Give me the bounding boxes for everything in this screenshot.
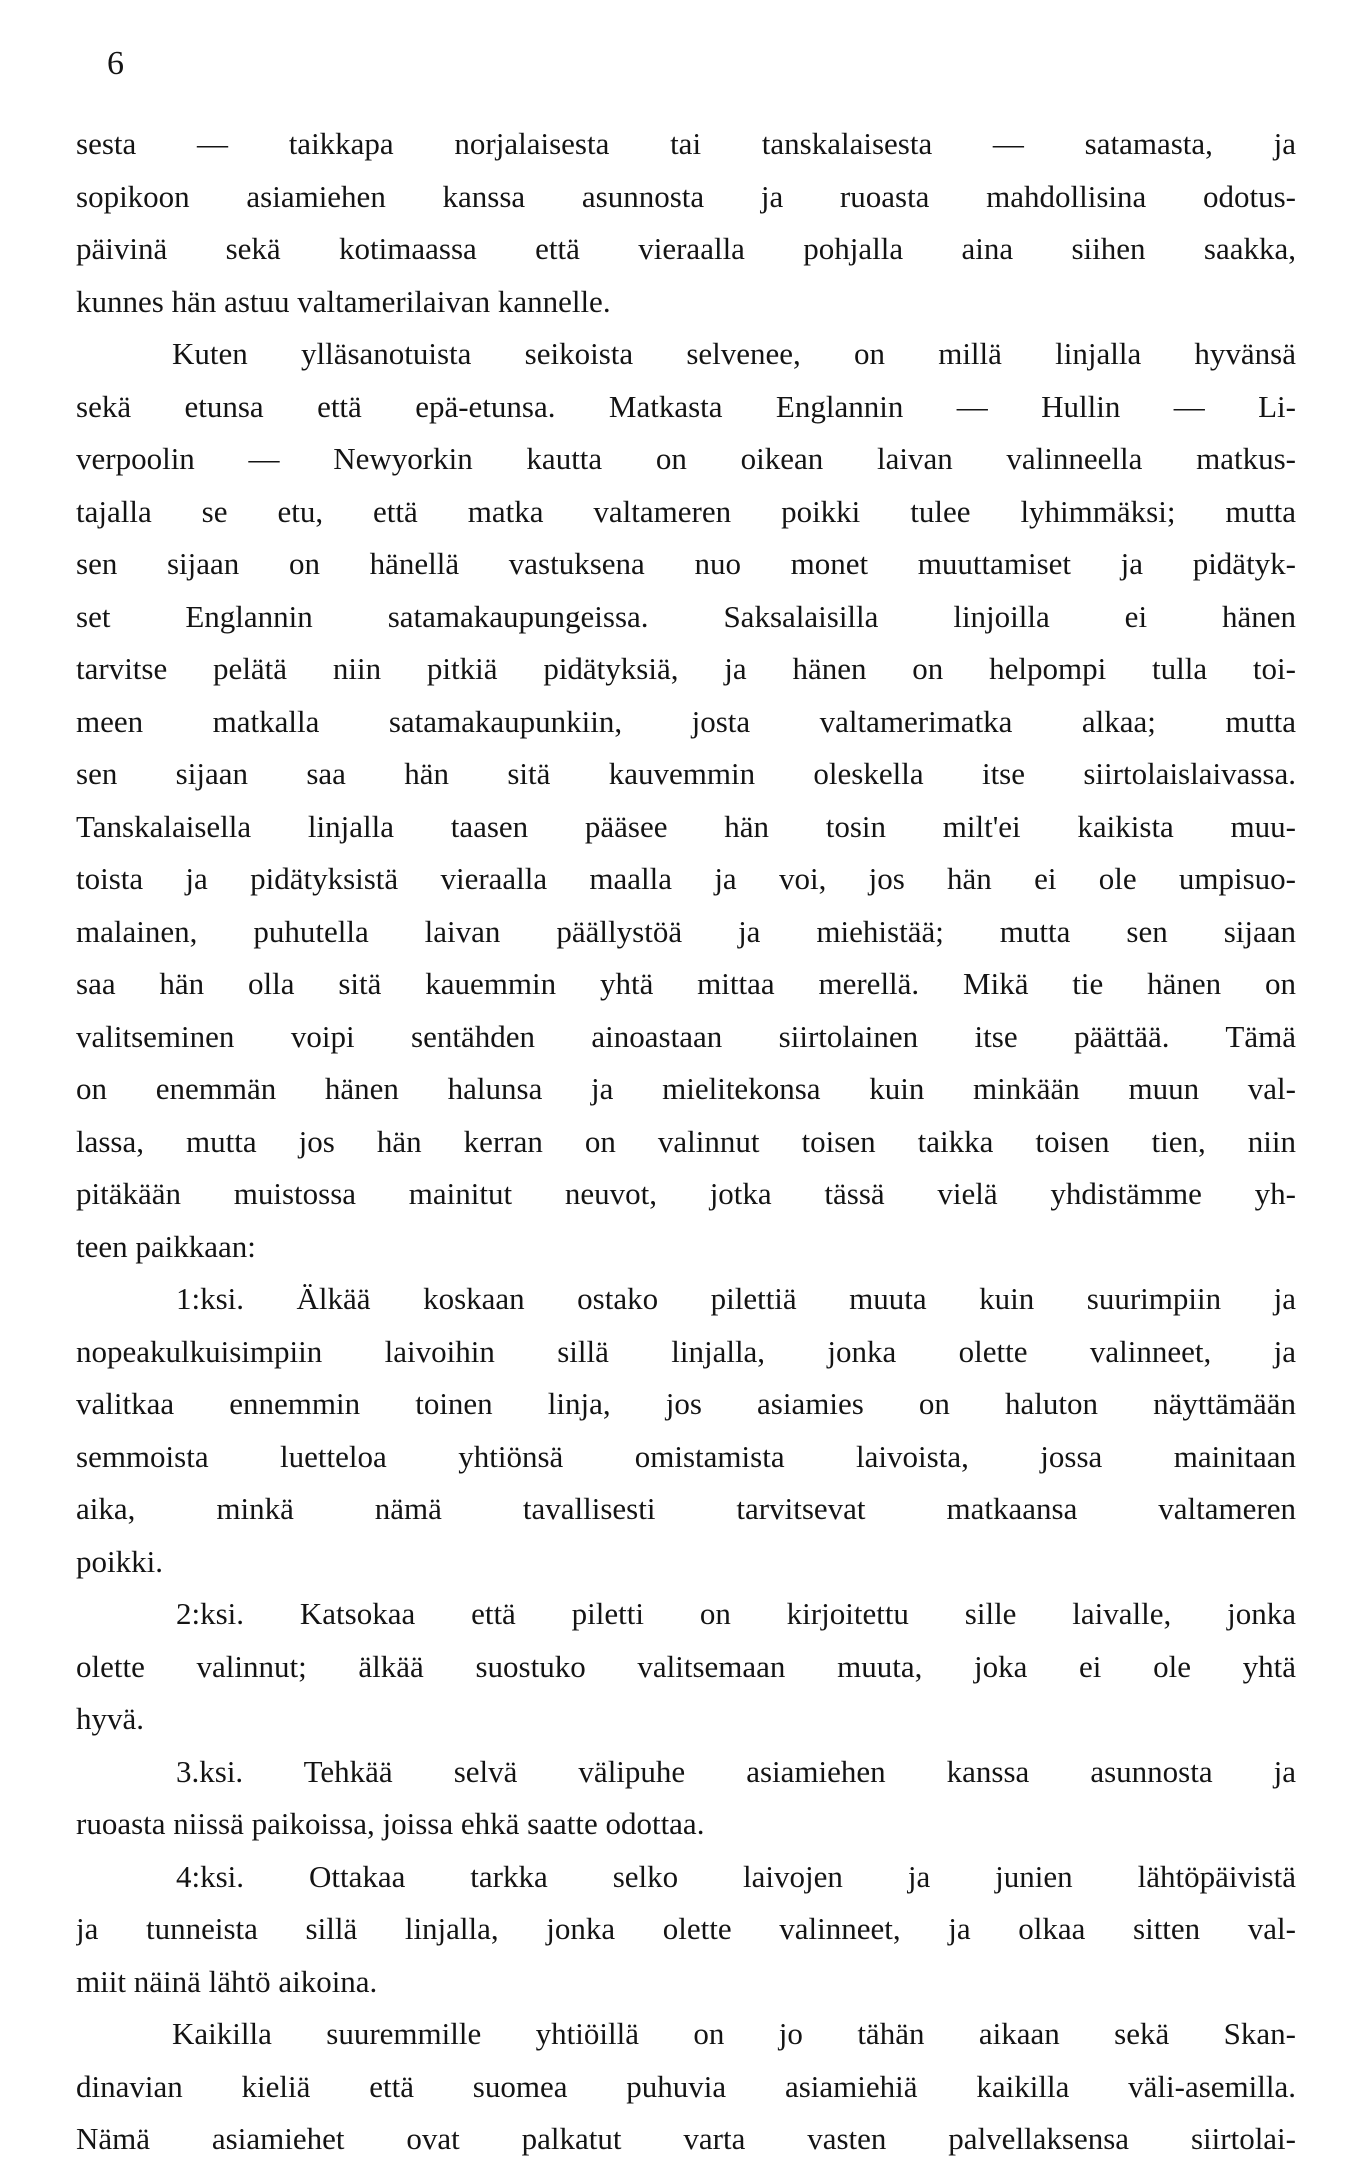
text-line: dinavian kieliä että suomea puhuvia asiamiehiä kaikilla väli-asemilla.	[76, 2068, 1296, 2104]
text-line: toista ja pidätyksistä vieraalla maalla ja voi, jos hän ei ole umpisuo-	[76, 861, 1296, 896]
text-line: tajalla se etu, että matka valtameren poikki tulee lyhimmäksi; mutta	[76, 493, 1296, 529]
text-line: ruoasta niissä paikoissa, joissa ehkä saatte odottaa.	[76, 1806, 705, 1841]
text-line: on enemmän hänen halunsa ja mielitekonsa kuin minkään muun val-	[76, 1071, 1296, 1106]
text-line: saa hän olla sitä kauemmin yhtä mittaa merellä. Mikä tie hänen on	[76, 966, 1296, 1001]
text-line: päivinä sekä kotimaassa että vieraalla pohjalla aina siihen saakka,	[76, 231, 1296, 266]
body-text	[76, 118, 1296, 2166]
text-line: tarvitse pelätä niin pitkiä pidätyksiä, ja hänen on helpompi tulla toi-	[76, 651, 1296, 686]
text-line: sen sijaan saa hän sitä kauvemmin oleskella itse siirtolaislaivassa.	[76, 756, 1296, 791]
text-line: sen sijaan on hänellä vastuksena nuo monet muuttamiset ja pidätyk-	[76, 546, 1296, 581]
text-line: teen paikkaan:	[76, 1228, 256, 1264]
text-line: set Englannin satamakaupungeissa. Saksalaisilla linjoilla ei hänen	[76, 598, 1296, 634]
text-line: valitseminen voipi sentähden ainoastaan siirtolainen itse päättää. Tämä	[76, 1018, 1296, 1054]
page-number: 6	[107, 45, 124, 82]
text-line: aika, minkä nämä tavallisesti tarvitsevat matkaansa valtameren	[76, 1491, 1296, 1526]
text-line: verpoolin — Newyorkin kautta on oikean laivan valinneella matkus-	[76, 441, 1296, 476]
text-line: Kaikilla suuremmille yhtiöillä on jo tähän aikaan sekä Skan-	[172, 2016, 1296, 2051]
text-line: Tanskalaisella linjalla taasen pääsee hän tosin milt'ei kaikista muu-	[76, 808, 1296, 844]
text-line: miit näinä lähtö aikoina.	[76, 1963, 378, 1999]
text-line: Nämä asiamiehet ovat palkatut varta vasten palvellaksensa siirtolai-	[76, 2121, 1296, 2156]
text-line: nopeakulkuisimpiin laivoihin sillä linjalla, jonka olette valinneet, ja	[76, 1333, 1296, 1369]
text-line: pitäkään muistossa mainitut neuvot, jotka tässä vielä yhdistämme yh-	[76, 1176, 1296, 1211]
text-line: malainen, puhutella laivan päällystöä ja miehistää; mutta sen sijaan	[76, 913, 1296, 949]
text-line: semmoista luetteloa yhtiönsä omistamista laivoista, jossa mainitaan	[76, 1438, 1296, 1474]
list-item-1: 1:ksi. Älkää koskaan ostako pilettiä muuta kuin suurimpiin ja	[176, 1281, 1296, 1316]
text-line: hyvä.	[76, 1701, 145, 1736]
text-line: poikki.	[76, 1543, 163, 1579]
list-item-2: 2:ksi. Katsokaa että piletti on kirjoitettu sille laivalle, jonka	[176, 1596, 1296, 1631]
text-line: sekä etunsa että epä-etunsa. Matkasta Englannin — Hullin — Li-	[76, 388, 1296, 424]
text-line: kunnes hän astuu valtamerilaivan kannelle.	[76, 283, 611, 319]
text-line: Kuten ylläsanotuista seikoista selvenee, on millä linjalla hyvänsä	[172, 336, 1296, 371]
list-item-3: 3.ksi. Tehkää selvä välipuhe asiamiehen kanssa asunnosta ja	[176, 1753, 1296, 1789]
text-line: meen matkalla satamakaupunkiin, josta valtamerimatka alkaa; mutta	[76, 703, 1296, 739]
text-line: valitkaa ennemmin toinen linja, jos asiamies on haluton näyttämään	[76, 1386, 1296, 1421]
text-line: lassa, mutta jos hän kerran on valinnut toisen taikka toisen tien, niin	[76, 1123, 1296, 1159]
text-line: sopikoon asiamiehen kanssa asunnosta ja ruoasta mahdollisina odotus-	[76, 178, 1296, 214]
text-line: olette valinnut; älkää suostuko valitsemaan muuta, joka ei ole yhtä	[76, 1648, 1296, 1684]
text-line: ja tunneista sillä linjalla, jonka olette valinneet, ja olkaa sitten val-	[76, 1911, 1296, 1946]
text-line: sesta — taikkapa norjalaisesta tai tanskalaisesta — satamasta, ja	[76, 126, 1296, 161]
list-item-4: 4:ksi. Ottakaa tarkka selko laivojen ja junien lähtöpäivistä	[176, 1858, 1296, 1894]
